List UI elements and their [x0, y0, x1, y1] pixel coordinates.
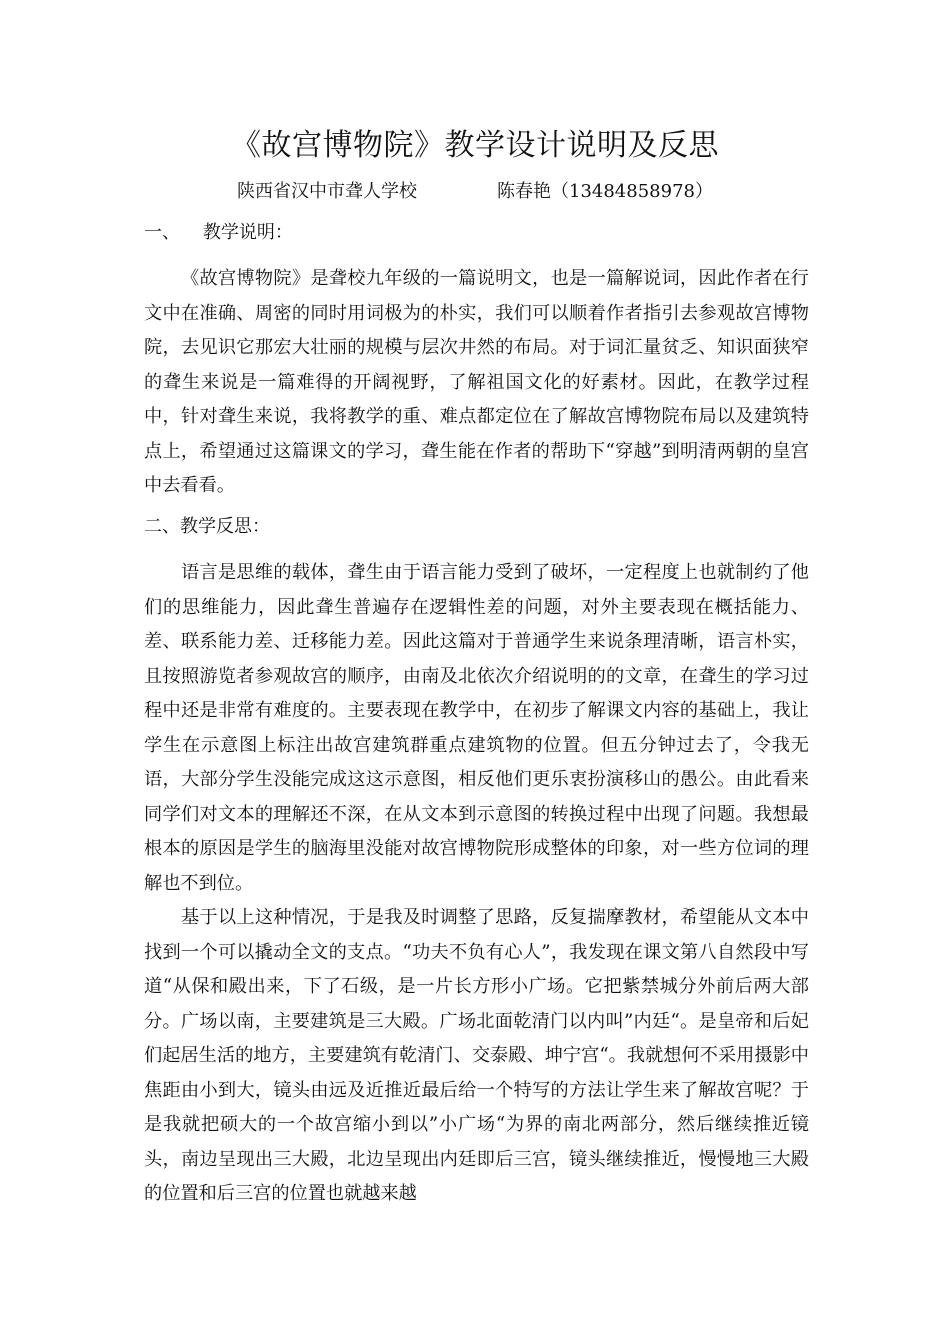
section-heading-1: 一、 教学说明： — [144, 222, 293, 243]
paragraph-2: 语言是思维的载体，聋生由于语言能力受到了破坏，一定程度上也就制约了他们的思维能力，因此聋生普遍存在逻辑性差的问题，对外主要表现在概括能力、差、联系能力差、迁移能力差。因此这篇对于普通学生来说条理清晰，语言朴实，且按照游览者参观故宫的顺序，由南及北依次介绍说明的的文章，在聋生的学习过程中还是非常有难度的。主要表现在教学中，在初步了解课文内容的基础上，我让学生在示意图上标注出故宫建筑群重点建筑物的位置。但五分钟过去了，令我无语，大部分学生没能完成这这示意图，相反他们更乐衷扮演移山的愚公。由此看来同学们对文本的理解还不深，在从文本到示意图的转换过程中出现了问题。我想最根本的原因是学生的脑海里没能对故宫博物院形成整体的印象，对一些方位词的理解也不到位。 — [144, 562, 809, 894]
section-heading-2: 二、教学反思： — [144, 516, 270, 537]
author-line — [0, 179, 950, 205]
paragraph-1: 《故宫博物院》是聋校九年级的一篇说明文，也是一篇解说词，因此作者在行文中在准确、周密的同时用词极为的朴实，我们可以顺着作者指引去参观故宫博物院，去见识它那宏大壮丽的规模与层次井然的布局。对于词汇量贫乏、知识面狭窄的聋生来说是一篇难得的开阔视野，了解祖国文化的好素材。因此，在教学过程中，针对聋生来说，我将教学的重、难点都定位在了解故宫博物院布局以及建筑特点上，希望通过这篇课文的学习，聋生能在作者的帮助下“穿越”到明清两朝的皇宫中去看看。 — [144, 268, 809, 496]
document-title: 《故宫博物院》教学设计说明及反思 — [231, 128, 719, 163]
author-school: 陕西省汉中市聋人学校 — [237, 181, 417, 202]
paragraph-3: 基于以上这种情况，于是我及时调整了思路，反复揣摩教材，希望能从文本中找到一个可以撬动全文的支点。“功夫不负有心人”，我发现在课文第八自然段中写道“从保和殿出来，下了石级，是一片长方形小广场。它把紫禁城分外前后两大部分。广场以南，主要建筑是三大殿。广场北面乾清门以内叫”内廷“。是皇帝和后妃们起居生活的地方，主要建筑有乾清门、交泰殿、坤宁宫“。我就想何不采用摄影中焦距由小到大，镜头由远及近推近最后给一个特写的方法让学生来了解故宫呢？于是我就把硕大的一个故宫缩小到以”小广场“为界的南北两部分，然后继续推近镜头，南边呈现出三大殿，北边呈现出内廷即后三宫，镜头继续推近，慢慢地三大殿的位置和后三宫的位置也就越来越 — [144, 907, 809, 1204]
author-name: 陈春艳（13484858978） — [497, 181, 713, 202]
